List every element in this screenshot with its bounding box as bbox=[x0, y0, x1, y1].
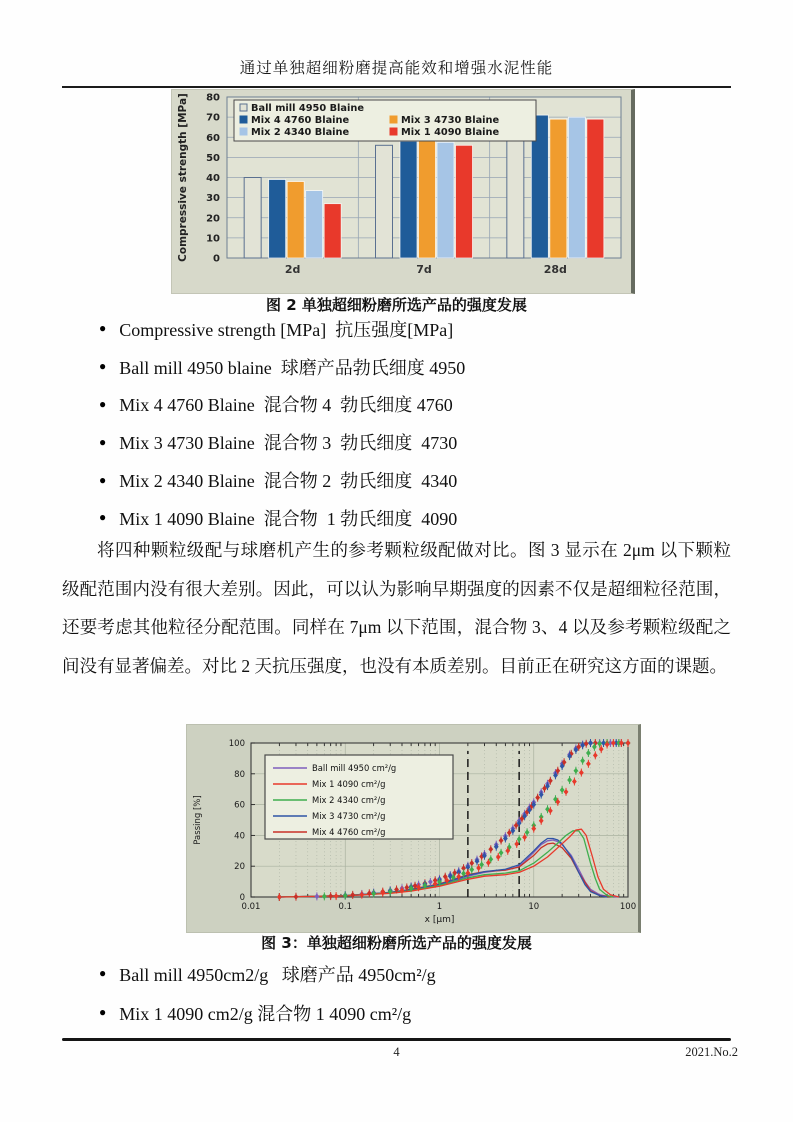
list-item-text: Mix 1 4090 Blaine 混合物 1 勃氏细度 4090 bbox=[119, 508, 458, 529]
bullet-icon: ● bbox=[99, 472, 107, 487]
svg-text:40: 40 bbox=[234, 831, 245, 842]
svg-text:100: 100 bbox=[619, 902, 637, 912]
svg-text:80: 80 bbox=[206, 92, 220, 104]
svg-text:100: 100 bbox=[228, 739, 245, 749]
svg-text:Passing [%]: Passing [%] bbox=[193, 795, 203, 845]
svg-text:60: 60 bbox=[234, 800, 245, 811]
list-item-text: Mix 4 4760 Blaine 混合物 4 勃氏细度 4760 bbox=[119, 395, 453, 416]
list-item-text: Ball mill 4950cm2/g 球磨产品 4950cm²/g bbox=[119, 964, 436, 985]
svg-text:Mix 4 4760 cm²/g: Mix 4 4760 cm²/g bbox=[312, 827, 386, 837]
svg-text:Mix 4 4760 Blaine: Mix 4 4760 Blaine bbox=[251, 115, 350, 126]
svg-text:0.1: 0.1 bbox=[338, 902, 353, 912]
svg-text:Mix 1 4090 Blaine: Mix 1 4090 Blaine bbox=[401, 127, 500, 138]
svg-text:60: 60 bbox=[206, 132, 220, 144]
list-item bbox=[99, 423, 719, 461]
svg-text:0: 0 bbox=[239, 893, 245, 903]
issue-label: 2021.No.2 bbox=[685, 1045, 738, 1059]
svg-text:70: 70 bbox=[206, 112, 220, 124]
figure2-legend-translation-list bbox=[99, 310, 719, 537]
svg-text:30: 30 bbox=[206, 193, 220, 205]
svg-text:20: 20 bbox=[234, 862, 245, 873]
svg-text:Mix 1 4090 cm²/g: Mix 1 4090 cm²/g bbox=[312, 779, 386, 789]
list-item bbox=[99, 954, 719, 993]
list-item bbox=[99, 310, 719, 348]
bullet-icon: ● bbox=[99, 321, 107, 336]
svg-text:Mix 2 4340 Blaine: Mix 2 4340 Blaine bbox=[251, 127, 350, 138]
svg-text:50: 50 bbox=[206, 152, 220, 164]
figure3-caption: 图 3：单独超细粉磨所选产品的强度发展 bbox=[261, 934, 532, 952]
svg-text:0: 0 bbox=[213, 253, 220, 265]
list-item bbox=[99, 461, 719, 499]
bullet-icon: ● bbox=[99, 510, 107, 525]
page-header-title: 通过单独超细粉磨提高能效和增强水泥性能 bbox=[239, 60, 554, 77]
figure3-legend-translation-list bbox=[99, 954, 719, 1032]
list-item-text: Mix 2 4340 Blaine 混合物 2 勃氏细度 4340 bbox=[119, 471, 458, 492]
svg-text:80: 80 bbox=[234, 769, 245, 780]
svg-text:x [μm]: x [μm] bbox=[424, 915, 455, 925]
svg-text:10: 10 bbox=[528, 902, 540, 912]
figure2-image bbox=[171, 89, 635, 294]
figure3-line-chart bbox=[187, 725, 638, 932]
bullet-icon: ● bbox=[99, 359, 107, 374]
bullet-icon: ● bbox=[99, 396, 107, 411]
list-item-text: Mix 3 4730 Blaine 混合物 3 勃氏细度 4730 bbox=[119, 433, 458, 454]
list-item bbox=[99, 993, 719, 1032]
svg-text:1: 1 bbox=[436, 902, 443, 912]
svg-text:2d: 2d bbox=[284, 263, 301, 276]
svg-text:0.01: 0.01 bbox=[241, 902, 261, 912]
bullet-icon: ● bbox=[99, 434, 107, 449]
svg-text:Mix 2 4340 cm²/g: Mix 2 4340 cm²/g bbox=[312, 795, 386, 805]
bullet-icon: ● bbox=[99, 966, 107, 980]
svg-text:10: 10 bbox=[206, 233, 220, 245]
svg-text:Ball mill 4950 Blaine: Ball mill 4950 Blaine bbox=[251, 103, 364, 114]
svg-text:Compressive strength [MPa]: Compressive strength [MPa] bbox=[177, 93, 189, 262]
svg-text:40: 40 bbox=[206, 173, 220, 184]
svg-text:Ball mill 4950 cm²/g: Ball mill 4950 cm²/g bbox=[312, 763, 397, 773]
figure2-bar-chart bbox=[172, 90, 631, 293]
svg-text:Mix 3 4730 cm²/g: Mix 3 4730 cm²/g bbox=[312, 811, 386, 821]
list-item bbox=[99, 386, 719, 424]
figure3-image bbox=[186, 724, 641, 933]
header-divider bbox=[62, 86, 731, 88]
svg-text:Mix 3 4730 Blaine: Mix 3 4730 Blaine bbox=[401, 115, 500, 126]
list-item-text: Mix 1 4090 cm2/g 混合物 1 4090 cm²/g bbox=[119, 1003, 412, 1024]
list-item-text: Compressive strength [MPa] 抗压强度[MPa] bbox=[119, 319, 454, 340]
figure2-caption: 图 2 单独超细粉磨所选产品的强度发展 bbox=[266, 296, 527, 314]
svg-text:7d: 7d bbox=[416, 263, 432, 276]
svg-text:28d: 28d bbox=[543, 263, 567, 276]
svg-text:20: 20 bbox=[206, 213, 220, 225]
list-item-text: Ball mill 4950 blaine 球磨产品勃氏细度 4950 bbox=[119, 357, 466, 378]
page-number: 4 bbox=[393, 1045, 400, 1059]
footer-divider bbox=[62, 1038, 731, 1041]
body-paragraph: 将四种颗粒级配与球磨机产生的参考颗粒级配做对比。图 3 显示在 2μm 以下颗粒级配范围内没有很大差别。因此，可以认为影响早期强度的因素不仅是超细粒径范围，还要考虑其他粒径分配范围。同样在 7μm 以下范围，混合物 3、4 以及参考颗粒级配之间没有显著偏差。对比 2 天抗压强度，也没有本质差别。目前正在研究这方面的课题。 bbox=[62, 540, 731, 676]
bullet-icon: ● bbox=[99, 1005, 107, 1019]
list-item bbox=[99, 348, 719, 386]
